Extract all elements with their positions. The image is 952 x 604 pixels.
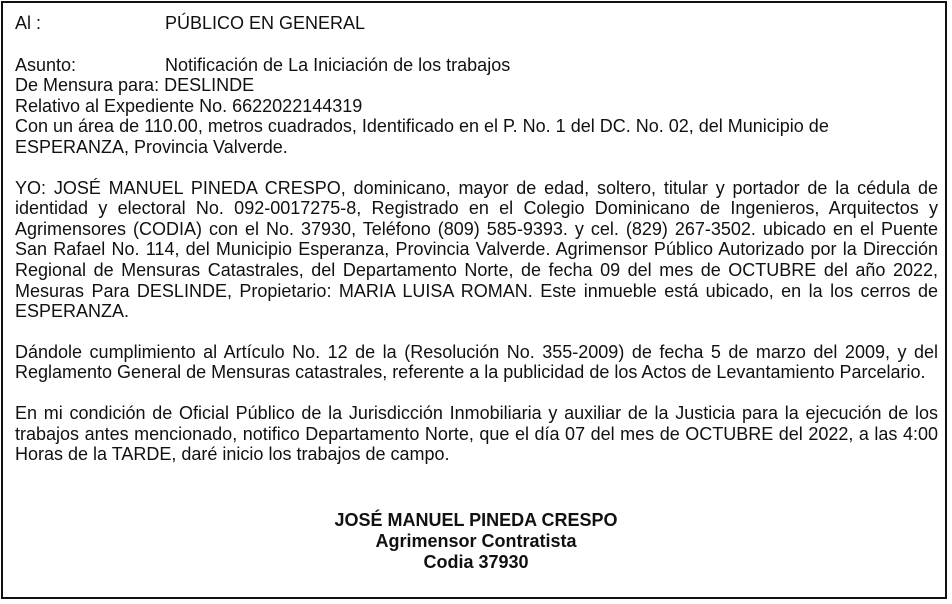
subject-line (15, 55, 938, 76)
recipient-value: PÚBLICO EN GENERAL (165, 13, 366, 33)
work-start-notice: En mi condición de Oficial Público de la Jurisdicción Inmobiliaria y auxiliar de la Justicia para la ejecución de los trabajos antes mencionado, notifico Departamento Norte, que el día 07 del mes de OCTUBRE del 2022, a las 4:00 Horas de la TARDE, daré inicio los trabajos de campo. (15, 402, 938, 465)
parcel-description: Con un área de 110.00, metros cuadrados, Identificado en el P. No. 1 del DC. No. 02, del Municipio de ESPERANZA, Provincia Valverde. (15, 116, 829, 157)
surveyor-declaration: YO: JOSÉ MANUEL PINEDA CRESPO, dominicano, mayor de edad, soltero, titular y portador de la cédula de identidad y electoral No. 092-0017275-8, Registrado en el Colegio Dominicano de Ingenieros, Arquitectos y Agrimensores (CODIA) con el No. 37930, Teléfono (809) 585-9393. y cel. (829) 267-3502. ubicado en el Puente San Rafael No. 114, del Municipio Esperanza, Provincia Valverde. Agrimensor Público Autorizado por la Dirección Regional de Mensuras Catastrales, del Departamento Norte, de fecha 09 del mes de OCTUBRE del año 2022, Mesuras Para DESLINDE, Propietario: MARIA LUISA ROMAN. Este inmueble está ubicado, en la los cerros de ESPERANZA. (15, 177, 938, 322)
subject-label: Asunto: (15, 54, 77, 75)
survey-type: De Mensura para: DESLINDE (15, 75, 255, 96)
subject-value: Notificación de La Iniciación de los trabajos (165, 54, 511, 75)
signature-name: JOSÉ MANUEL PINEDA CRESPO (334, 510, 618, 530)
legal-basis: Dándole cumplimiento al Artículo No. 12 de la (Resolución No. 355-2009) de fecha 5 de marzo del 2009, y del Reglamento General de Mensuras catastrales, referente a la publicidad de los Actos de Levantamiento Parcelario. (15, 341, 938, 383)
signature-title: Agrimensor Contratista (375, 531, 577, 551)
recipient-line (15, 13, 938, 34)
signature-codia: Codia 37930 (423, 552, 529, 572)
signature-block (0, 510, 952, 573)
notice-body (15, 13, 938, 465)
file-number: Relativo al Expediente No. 6622022144319 (15, 95, 363, 116)
recipient-label: Al : (15, 13, 42, 33)
